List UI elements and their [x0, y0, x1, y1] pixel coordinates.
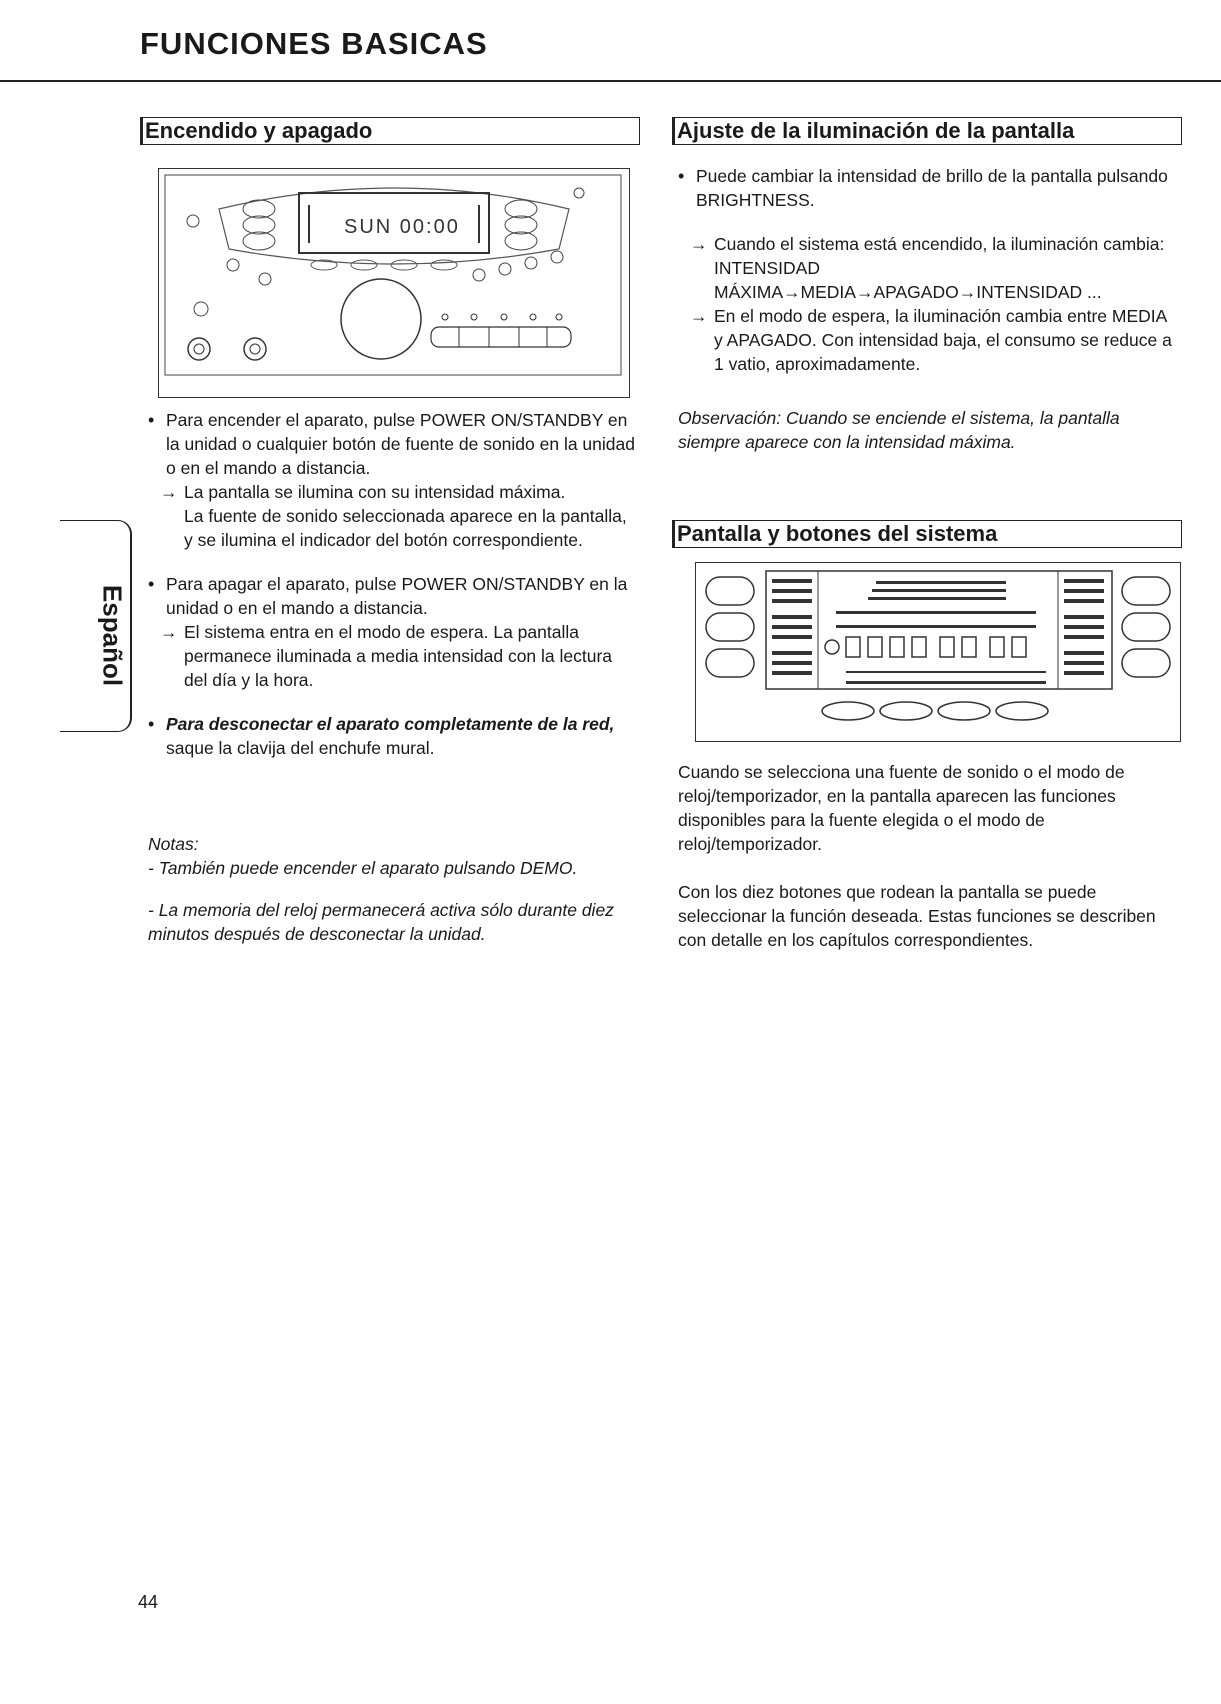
buttons-description: Con los diez botones que rodean la pantalla se puede seleccionar la función deseada. Estas funciones se describen con detalle en los capítulos correspondientes.: [678, 882, 1156, 950]
unit-front-panel-illustration: [158, 168, 630, 398]
note-clock-memory: - La memoria del reloj permanecerá activa sólo durante diez minutos después de desconectar la unidad.: [148, 900, 614, 944]
power-off-instruction: • Para apagar el aparato, pulse POWER ON/STANDBY en la unidad o en el mando a distancia.: [148, 572, 638, 620]
section-title-pantalla: Pantalla y botones del sistema: [672, 520, 1182, 548]
right-column-top-text: [678, 164, 1178, 454]
power-on-result: → La pantalla se ilumina con su intensidad máxima.: [148, 480, 638, 504]
language-side-tab-label: Español: [97, 584, 128, 687]
disconnect-rest: saque la clavija del enchufe mural.: [166, 738, 435, 758]
brightness-cycle-on: → Cuando el sistema está encendido, la iluminación cambia: INTENSIDAD MÁXIMA→MEDIA→APAGADO→INTENSIDAD ...: [678, 232, 1178, 304]
display-and-buttons-illustration: [695, 562, 1181, 742]
power-off-result: → El sistema entra en el modo de espera. La pantalla permanece iluminada a media intensidad con la lectura del día y la hora.: [148, 620, 638, 692]
brightness-observation: Observación: Cuando se enciende el sistema, la pantalla siempre aparece con la intensidad máxima.: [678, 408, 1120, 452]
right-column-bottom-text: [678, 760, 1178, 952]
section-title-encendido: Encendido y apagado: [140, 117, 640, 145]
power-on-instruction: • Para encender el aparato, pulse POWER ON/STANDBY en la unidad o cualquier botón de fuente de sonido en la unidad o en el mando a distancia.: [148, 408, 638, 480]
page-number: 44: [138, 1592, 159, 1612]
page-title: FUNCIONES BASICAS: [140, 26, 488, 61]
notes-heading: Notas:: [148, 834, 199, 854]
power-on-result-continued: La fuente de sonido seleccionada aparece en la pantalla, y se ilumina el indicador del botón correspondiente.: [184, 506, 627, 550]
left-column-text: [148, 408, 638, 946]
display-buttons-drawing: [696, 563, 1180, 741]
display-description: Cuando se selecciona una fuente de sonido o el modo de reloj/temporizador, en la pantalla aparecen las funciones disponibles para la fuente elegida o el modo de reloj/temporizador.: [678, 762, 1125, 854]
brightness-instruction: • Puede cambiar la intensidad de brillo de la pantalla pulsando BRIGHTNESS.: [678, 164, 1178, 212]
note-demo: - También puede encender el aparato pulsando DEMO.: [148, 858, 578, 878]
title-rule: [0, 80, 1221, 82]
disconnect-emphasis: Para desconectar el aparato completamente de la red,: [166, 714, 615, 734]
display-readout: SUN 00:00: [344, 216, 460, 238]
section-title-iluminacion: Ajuste de la iluminación de la pantalla: [672, 117, 1182, 145]
unit-panel-drawing: [159, 169, 629, 397]
disconnect-instruction: [148, 712, 638, 760]
brightness-cycle-standby: → En el modo de espera, la iluminación cambia entre MEDIA y APAGADO. Con intensidad baja, el consumo se reduce a 1 vatio, aproximadamente.: [678, 304, 1178, 376]
